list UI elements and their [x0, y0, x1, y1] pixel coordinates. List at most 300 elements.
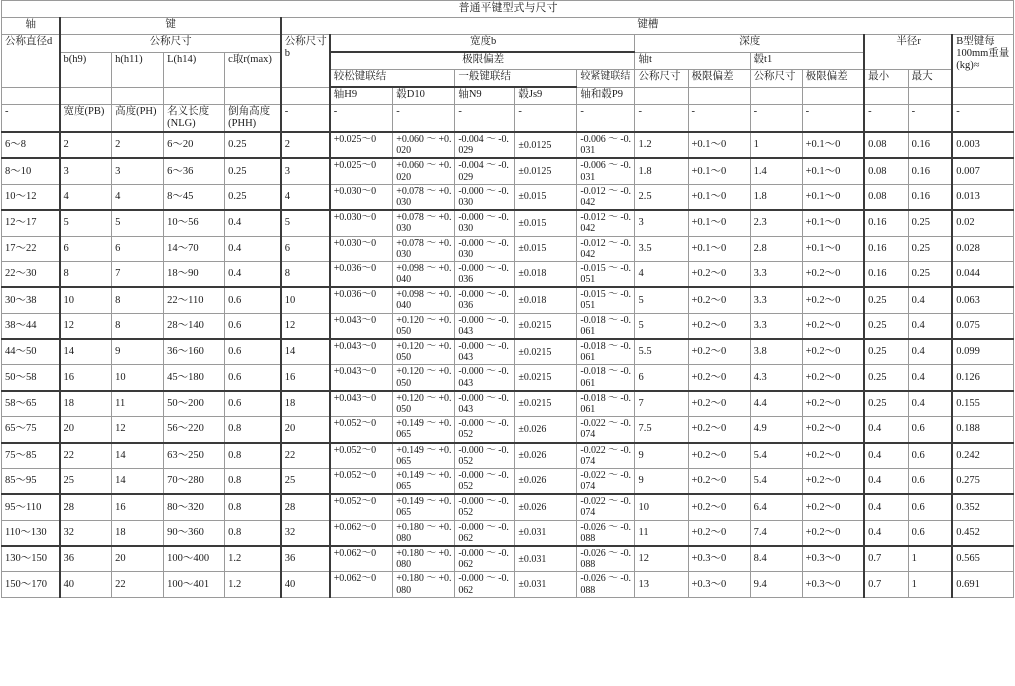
cell-tol-shaft-H9: +0.043～0: [330, 313, 393, 339]
cell-key-length: 70～280: [164, 468, 225, 494]
header-columns-row: [2, 52, 1014, 70]
cell-key-width: 40: [60, 572, 112, 597]
units-weight: -: [952, 105, 1013, 133]
cell-tol-shaft-H9: +0.052～0: [330, 468, 393, 494]
cell-tol-shaft-N9: -0.000 ～ -0.052: [455, 468, 515, 494]
cell-key-height: 10: [112, 365, 164, 391]
cell-depth-t1-dev: +0.2～0: [802, 520, 864, 546]
header-units-row: [2, 105, 1014, 133]
cell-tol-hub-D10: +0.060 ～ +0.020: [393, 158, 455, 184]
cell-tol-shaft-N9: -0.000 ～ -0.043: [455, 313, 515, 339]
cell-depth-t1-dev: +0.1～0: [802, 210, 864, 236]
cell-key-length: 18～90: [164, 261, 225, 287]
cell-weight: 0.126: [952, 365, 1013, 391]
cell-shaft-diameter: 65～75: [2, 417, 60, 443]
cell-nominal-b: 25: [281, 468, 330, 494]
header-t-nominal: 公称尺寸: [635, 70, 688, 88]
cell-shaft-diameter: 110～130: [2, 520, 60, 546]
cell-shaft-diameter: 22～30: [2, 261, 60, 287]
cell-tol-hub-Js9: ±0.026: [515, 494, 577, 520]
cell-key-width: 8: [60, 261, 112, 287]
cell-key-height: 11: [112, 391, 164, 417]
cell-weight: 0.044: [952, 261, 1013, 287]
cell-key-width: 18: [60, 391, 112, 417]
cell-nominal-b: 22: [281, 443, 330, 469]
cell-tol-shaft-N9: -0.004 ～ -0.029: [455, 158, 515, 184]
cell-key-width: 28: [60, 494, 112, 520]
cell-radius-max: 0.4: [908, 339, 952, 365]
cell-key-length: 56～220: [164, 417, 225, 443]
cell-radius-max: 0.6: [908, 468, 952, 494]
cell-chamfer: 0.8: [225, 468, 281, 494]
cell-radius-max: 0.6: [908, 520, 952, 546]
units-t1: -: [750, 105, 802, 133]
cell-key-length: 80～320: [164, 494, 225, 520]
cell-key-height: 5: [112, 210, 164, 236]
cell-key-height: 22: [112, 572, 164, 597]
cell-tol-shaft-H9: +0.052～0: [330, 494, 393, 520]
cell-depth-t1-dev: +0.2～0: [802, 365, 864, 391]
header-code-blank-4: [164, 87, 225, 105]
header-nominal-size-b: 公称尺寸b: [281, 35, 330, 88]
header-r-min: 最小: [864, 70, 908, 88]
cell-depth-t1-dev: +0.2～0: [802, 287, 864, 313]
cell-tol-shaft-H9: +0.030～0: [330, 210, 393, 236]
cell-depth-t1-dev: +0.2～0: [802, 313, 864, 339]
table-row: [2, 546, 1014, 572]
cell-shaft-diameter: 95～110: [2, 494, 60, 520]
table-row: [2, 261, 1014, 287]
cell-depth-t: 3: [635, 210, 688, 236]
cell-tol-hub-D10: +0.180 ～ +0.080: [393, 572, 455, 597]
header-code-shaft-H9: 轴H9: [330, 87, 393, 105]
header-t1-nominal: 公称尺寸: [750, 70, 802, 88]
cell-depth-t-dev: +0.2～0: [688, 468, 750, 494]
cell-shaft-diameter: 130～150: [2, 546, 60, 572]
table-row: [2, 391, 1014, 417]
cell-nominal-b: 20: [281, 417, 330, 443]
cell-key-height: 16: [112, 494, 164, 520]
cell-weight: 0.003: [952, 132, 1013, 158]
cell-radius-max: 0.25: [908, 236, 952, 261]
header-code-blank-12: [908, 87, 952, 105]
cell-shaft-diameter: 8～10: [2, 158, 60, 184]
cell-radius-max: 0.16: [908, 132, 952, 158]
cell-tol-shaft-N9: -0.000 ～ -0.062: [455, 520, 515, 546]
cell-radius-max: 0.6: [908, 417, 952, 443]
cell-shaft-diameter: 38～44: [2, 313, 60, 339]
header-fit-normal: 一般键联结: [455, 70, 577, 88]
cell-radius-min: 0.25: [864, 365, 908, 391]
cell-tol-both-P9: -0.022 ～ -0.074: [577, 494, 635, 520]
cell-tol-both-P9: -0.018 ～ -0.061: [577, 339, 635, 365]
cell-shaft-diameter: 44～50: [2, 339, 60, 365]
cell-depth-t-dev: +0.2～0: [688, 494, 750, 520]
cell-tol-both-P9: -0.015 ～ -0.051: [577, 261, 635, 287]
cell-depth-t1: 4.4: [750, 391, 802, 417]
cell-depth-t: 7: [635, 391, 688, 417]
cell-shaft-diameter: 6～8: [2, 132, 60, 158]
cell-tol-hub-D10: +0.180 ～ +0.080: [393, 520, 455, 546]
cell-depth-t1: 4.9: [750, 417, 802, 443]
cell-tol-hub-Js9: ±0.015: [515, 184, 577, 210]
cell-radius-max: 1: [908, 572, 952, 597]
cell-depth-t-dev: +0.2～0: [688, 313, 750, 339]
units-rmax: -: [908, 105, 952, 133]
cell-key-width: 2: [60, 132, 112, 158]
header-code-blank-7: [635, 87, 688, 105]
cell-tol-both-P9: -0.022 ～ -0.074: [577, 468, 635, 494]
units-shaft-dia: -: [2, 105, 60, 133]
cell-chamfer: 0.8: [225, 494, 281, 520]
units-length-nlg: 名义长度(NLG): [164, 105, 225, 133]
units-Js9: -: [515, 105, 577, 133]
cell-tol-hub-Js9: ±0.015: [515, 210, 577, 236]
cell-tol-shaft-N9: -0.000 ～ -0.043: [455, 391, 515, 417]
cell-depth-t1: 1.4: [750, 158, 802, 184]
cell-radius-max: 0.25: [908, 210, 952, 236]
cell-shaft-diameter: 30～38: [2, 287, 60, 313]
cell-radius-max: 1: [908, 546, 952, 572]
cell-nominal-b: 3: [281, 158, 330, 184]
cell-depth-t1: 3.3: [750, 313, 802, 339]
cell-tol-shaft-H9: +0.043～0: [330, 339, 393, 365]
cell-depth-t: 3.5: [635, 236, 688, 261]
table-row: [2, 365, 1014, 391]
header-subgroup-row: [2, 35, 1014, 53]
header-code-blank-3: [112, 87, 164, 105]
cell-depth-t1: 1: [750, 132, 802, 158]
cell-depth-t-dev: +0.2～0: [688, 261, 750, 287]
cell-radius-max: 0.6: [908, 494, 952, 520]
header-code-both-P9: 轴和毂P9: [577, 87, 635, 105]
cell-key-length: 6～36: [164, 158, 225, 184]
cell-tol-both-P9: -0.026 ～ -0.088: [577, 572, 635, 597]
cell-tol-both-P9: -0.012 ～ -0.042: [577, 210, 635, 236]
cell-key-height: 6: [112, 236, 164, 261]
units-P9: -: [577, 105, 635, 133]
cell-depth-t: 6: [635, 365, 688, 391]
cell-tol-shaft-N9: -0.000 ～ -0.052: [455, 417, 515, 443]
units-rmin: -: [864, 105, 908, 133]
cell-depth-t1: 4.3: [750, 365, 802, 391]
cell-tol-both-P9: -0.012 ～ -0.042: [577, 184, 635, 210]
cell-tol-hub-D10: +0.120 ～ +0.050: [393, 391, 455, 417]
cell-key-length: 50～200: [164, 391, 225, 417]
cell-depth-t1: 1.8: [750, 184, 802, 210]
cell-weight: 0.155: [952, 391, 1013, 417]
cell-key-height: 8: [112, 313, 164, 339]
cell-tol-hub-Js9: ±0.031: [515, 572, 577, 597]
cell-tol-hub-Js9: ±0.026: [515, 443, 577, 469]
cell-depth-t1: 6.4: [750, 494, 802, 520]
header-limit-deviation: 极限偏差: [330, 52, 635, 70]
cell-key-width: 20: [60, 417, 112, 443]
cell-depth-t1-dev: +0.3～0: [802, 546, 864, 572]
cell-nominal-b: 28: [281, 494, 330, 520]
cell-key-width: 25: [60, 468, 112, 494]
header-code-blank: [2, 87, 60, 105]
cell-key-length: 63～250: [164, 443, 225, 469]
cell-chamfer: 1.2: [225, 546, 281, 572]
cell-tol-shaft-H9: +0.062～0: [330, 572, 393, 597]
header-group-keyway: 键槽: [281, 18, 1014, 35]
cell-depth-t-dev: +0.1～0: [688, 158, 750, 184]
cell-tol-shaft-H9: +0.062～0: [330, 546, 393, 572]
header-code-shaft-N9: 轴N9: [455, 87, 515, 105]
table-row: [2, 417, 1014, 443]
cell-tol-hub-Js9: ±0.026: [515, 468, 577, 494]
cell-depth-t-dev: +0.2～0: [688, 391, 750, 417]
cell-tol-shaft-H9: +0.036～0: [330, 261, 393, 287]
cell-weight: 0.013: [952, 184, 1013, 210]
cell-depth-t-dev: +0.2～0: [688, 417, 750, 443]
header-code-hub-D10: 毂D10: [393, 87, 455, 105]
cell-key-height: 2: [112, 132, 164, 158]
table-title-row: [2, 1, 1014, 18]
cell-depth-t-dev: +0.2～0: [688, 365, 750, 391]
cell-key-length: 36～160: [164, 339, 225, 365]
cell-depth-t-dev: +0.3～0: [688, 572, 750, 597]
cell-nominal-b: 8: [281, 261, 330, 287]
cell-tol-hub-D10: +0.120 ～ +0.050: [393, 365, 455, 391]
cell-chamfer: 0.4: [225, 210, 281, 236]
cell-depth-t-dev: +0.1～0: [688, 210, 750, 236]
cell-depth-t1: 7.4: [750, 520, 802, 546]
cell-tol-shaft-H9: +0.052～0: [330, 443, 393, 469]
cell-depth-t1-dev: +0.2～0: [802, 391, 864, 417]
cell-radius-min: 0.4: [864, 520, 908, 546]
cell-nominal-b: 10: [281, 287, 330, 313]
cell-weight: 0.242: [952, 443, 1013, 469]
table-row: [2, 236, 1014, 261]
cell-key-height: 7: [112, 261, 164, 287]
cell-chamfer: 0.25: [225, 132, 281, 158]
cell-depth-t: 4: [635, 261, 688, 287]
units-t: -: [635, 105, 688, 133]
header-code-blank-13: [952, 87, 1013, 105]
table-row: [2, 287, 1014, 313]
cell-nominal-b: 12: [281, 313, 330, 339]
cell-key-width: 32: [60, 520, 112, 546]
cell-depth-t: 12: [635, 546, 688, 572]
cell-radius-min: 0.25: [864, 313, 908, 339]
cell-tol-hub-Js9: ±0.0215: [515, 391, 577, 417]
cell-key-height: 20: [112, 546, 164, 572]
cell-tol-shaft-H9: +0.043～0: [330, 365, 393, 391]
cell-shaft-diameter: 50～58: [2, 365, 60, 391]
cell-chamfer: 0.25: [225, 184, 281, 210]
cell-tol-hub-Js9: ±0.026: [515, 417, 577, 443]
cell-tol-shaft-N9: -0.000 ～ -0.043: [455, 339, 515, 365]
header-shaft-diameter: 公称直径d: [2, 35, 60, 88]
cell-key-height: 12: [112, 417, 164, 443]
cell-radius-max: 0.16: [908, 158, 952, 184]
cell-shaft-diameter: 10～12: [2, 184, 60, 210]
table-row: [2, 184, 1014, 210]
cell-depth-t1-dev: +0.1～0: [802, 158, 864, 184]
cell-depth-t-dev: +0.1～0: [688, 184, 750, 210]
cell-tol-hub-D10: +0.120 ～ +0.050: [393, 339, 455, 365]
cell-depth-t-dev: +0.2～0: [688, 339, 750, 365]
cell-key-height: 9: [112, 339, 164, 365]
cell-depth-t: 13: [635, 572, 688, 597]
cell-tol-shaft-N9: -0.000 ～ -0.043: [455, 365, 515, 391]
cell-depth-t: 5: [635, 287, 688, 313]
cell-tol-shaft-N9: -0.000 ～ -0.052: [455, 443, 515, 469]
cell-weight: 0.275: [952, 468, 1013, 494]
cell-radius-min: 0.25: [864, 391, 908, 417]
cell-depth-t1-dev: +0.2～0: [802, 494, 864, 520]
cell-depth-t1: 5.4: [750, 443, 802, 469]
cell-chamfer: 0.6: [225, 365, 281, 391]
cell-key-length: 100～401: [164, 572, 225, 597]
cell-tol-shaft-H9: +0.030～0: [330, 236, 393, 261]
cell-tol-hub-D10: +0.060 ～ +0.020: [393, 132, 455, 158]
cell-shaft-diameter: 75～85: [2, 443, 60, 469]
table-row: [2, 572, 1014, 597]
header-code-blank-5: [225, 87, 281, 105]
cell-weight: 0.452: [952, 520, 1013, 546]
header-nominal-size: 公称尺寸: [60, 35, 281, 53]
cell-shaft-diameter: 85～95: [2, 468, 60, 494]
cell-radius-min: 0.25: [864, 339, 908, 365]
cell-tol-shaft-H9: +0.052～0: [330, 417, 393, 443]
cell-tol-both-P9: -0.026 ～ -0.088: [577, 520, 635, 546]
cell-depth-t: 11: [635, 520, 688, 546]
cell-key-length: 6～20: [164, 132, 225, 158]
cell-tol-shaft-N9: -0.000 ～ -0.030: [455, 184, 515, 210]
cell-key-height: 14: [112, 443, 164, 469]
cell-key-height: 14: [112, 468, 164, 494]
cell-tol-both-P9: -0.026 ～ -0.088: [577, 546, 635, 572]
cell-tol-hub-D10: +0.098 ～ +0.040: [393, 261, 455, 287]
cell-nominal-b: 40: [281, 572, 330, 597]
cell-radius-max: 0.6: [908, 443, 952, 469]
cell-tol-shaft-H9: +0.030～0: [330, 184, 393, 210]
cell-depth-t: 5: [635, 313, 688, 339]
cell-depth-t1: 3.3: [750, 261, 802, 287]
cell-key-length: 90～360: [164, 520, 225, 546]
cell-key-length: 45～180: [164, 365, 225, 391]
cell-radius-max: 0.25: [908, 261, 952, 287]
table-row: [2, 494, 1014, 520]
cell-tol-shaft-N9: -0.000 ～ -0.052: [455, 494, 515, 520]
cell-shaft-diameter: 58～65: [2, 391, 60, 417]
cell-depth-t1-dev: +0.2～0: [802, 417, 864, 443]
cell-tol-shaft-N9: -0.000 ～ -0.036: [455, 261, 515, 287]
header-radius-r: 半径r: [864, 35, 952, 70]
units-chamfer-phh: 倒角高度(PHH): [225, 105, 281, 133]
cell-tol-hub-D10: +0.180 ～ +0.080: [393, 546, 455, 572]
header-col-h-h11: h(h11): [112, 52, 164, 87]
cell-key-width: 10: [60, 287, 112, 313]
cell-tol-both-P9: -0.018 ～ -0.061: [577, 365, 635, 391]
cell-depth-t-dev: +0.2～0: [688, 287, 750, 313]
cell-radius-max: 0.4: [908, 313, 952, 339]
cell-tol-both-P9: -0.022 ～ -0.074: [577, 417, 635, 443]
header-tolerance-codes-row: [2, 87, 1014, 105]
cell-tol-shaft-N9: -0.000 ～ -0.030: [455, 210, 515, 236]
cell-depth-t1: 5.4: [750, 468, 802, 494]
cell-nominal-b: 36: [281, 546, 330, 572]
cell-tol-shaft-N9: -0.000 ～ -0.062: [455, 546, 515, 572]
cell-key-length: 22～110: [164, 287, 225, 313]
cell-depth-t1-dev: +0.1～0: [802, 132, 864, 158]
cell-chamfer: 0.6: [225, 287, 281, 313]
header-code-blank-9: [750, 87, 802, 105]
header-width-b: 宽度b: [330, 35, 635, 53]
cell-chamfer: 0.8: [225, 520, 281, 546]
cell-tol-hub-Js9: ±0.015: [515, 236, 577, 261]
cell-tol-hub-D10: +0.149 ～ +0.065: [393, 443, 455, 469]
header-depth-t1: 毂t1: [750, 52, 864, 70]
cell-nominal-b: 14: [281, 339, 330, 365]
cell-depth-t1: 3.3: [750, 287, 802, 313]
cell-depth-t1: 8.4: [750, 546, 802, 572]
header-code-blank-2: [60, 87, 112, 105]
cell-depth-t1: 2.8: [750, 236, 802, 261]
cell-key-length: 100～400: [164, 546, 225, 572]
cell-nominal-b: 2: [281, 132, 330, 158]
units-N9: -: [455, 105, 515, 133]
cell-tol-hub-Js9: ±0.031: [515, 520, 577, 546]
cell-key-width: 12: [60, 313, 112, 339]
cell-chamfer: 0.8: [225, 417, 281, 443]
cell-depth-t: 5.5: [635, 339, 688, 365]
cell-radius-max: 0.4: [908, 391, 952, 417]
cell-key-width: 14: [60, 339, 112, 365]
cell-radius-min: 0.4: [864, 494, 908, 520]
cell-radius-min: 0.16: [864, 236, 908, 261]
cell-weight: 0.02: [952, 210, 1013, 236]
cell-nominal-b: 16: [281, 365, 330, 391]
cell-depth-t1-dev: +0.2～0: [802, 339, 864, 365]
cell-tol-both-P9: -0.018 ～ -0.061: [577, 313, 635, 339]
cell-weight: 0.691: [952, 572, 1013, 597]
cell-tol-hub-Js9: ±0.0125: [515, 158, 577, 184]
header-code-blank-8: [688, 87, 750, 105]
cell-tol-hub-Js9: ±0.031: [515, 546, 577, 572]
cell-nominal-b: 4: [281, 184, 330, 210]
cell-tol-both-P9: -0.018 ～ -0.061: [577, 391, 635, 417]
cell-tol-both-P9: -0.006 ～ -0.031: [577, 132, 635, 158]
cell-radius-min: 0.16: [864, 210, 908, 236]
cell-weight: 0.007: [952, 158, 1013, 184]
table-body: [2, 132, 1014, 597]
header-col-L-h14: L(h14): [164, 52, 225, 87]
units-height-ph: 高度(PH): [112, 105, 164, 133]
cell-chamfer: 1.2: [225, 572, 281, 597]
cell-tol-hub-Js9: ±0.0215: [515, 365, 577, 391]
cell-depth-t-dev: +0.1～0: [688, 132, 750, 158]
cell-nominal-b: 5: [281, 210, 330, 236]
cell-weight: 0.075: [952, 313, 1013, 339]
cell-depth-t1-dev: +0.2～0: [802, 443, 864, 469]
cell-chamfer: 0.6: [225, 391, 281, 417]
header-fit-loose: 较松键联结: [330, 70, 455, 88]
header-depth: 深度: [635, 35, 864, 53]
units-D10: -: [393, 105, 455, 133]
header-group-key: 键: [60, 18, 281, 35]
header-col-b-h9: b(h9): [60, 52, 112, 87]
cell-key-length: 8～45: [164, 184, 225, 210]
cell-radius-min: 0.4: [864, 468, 908, 494]
cell-chamfer: 0.6: [225, 313, 281, 339]
header-weight: B型键每100mm重量(kg)≈: [952, 35, 1013, 88]
cell-depth-t1: 2.3: [750, 210, 802, 236]
cell-shaft-diameter: 150～170: [2, 572, 60, 597]
